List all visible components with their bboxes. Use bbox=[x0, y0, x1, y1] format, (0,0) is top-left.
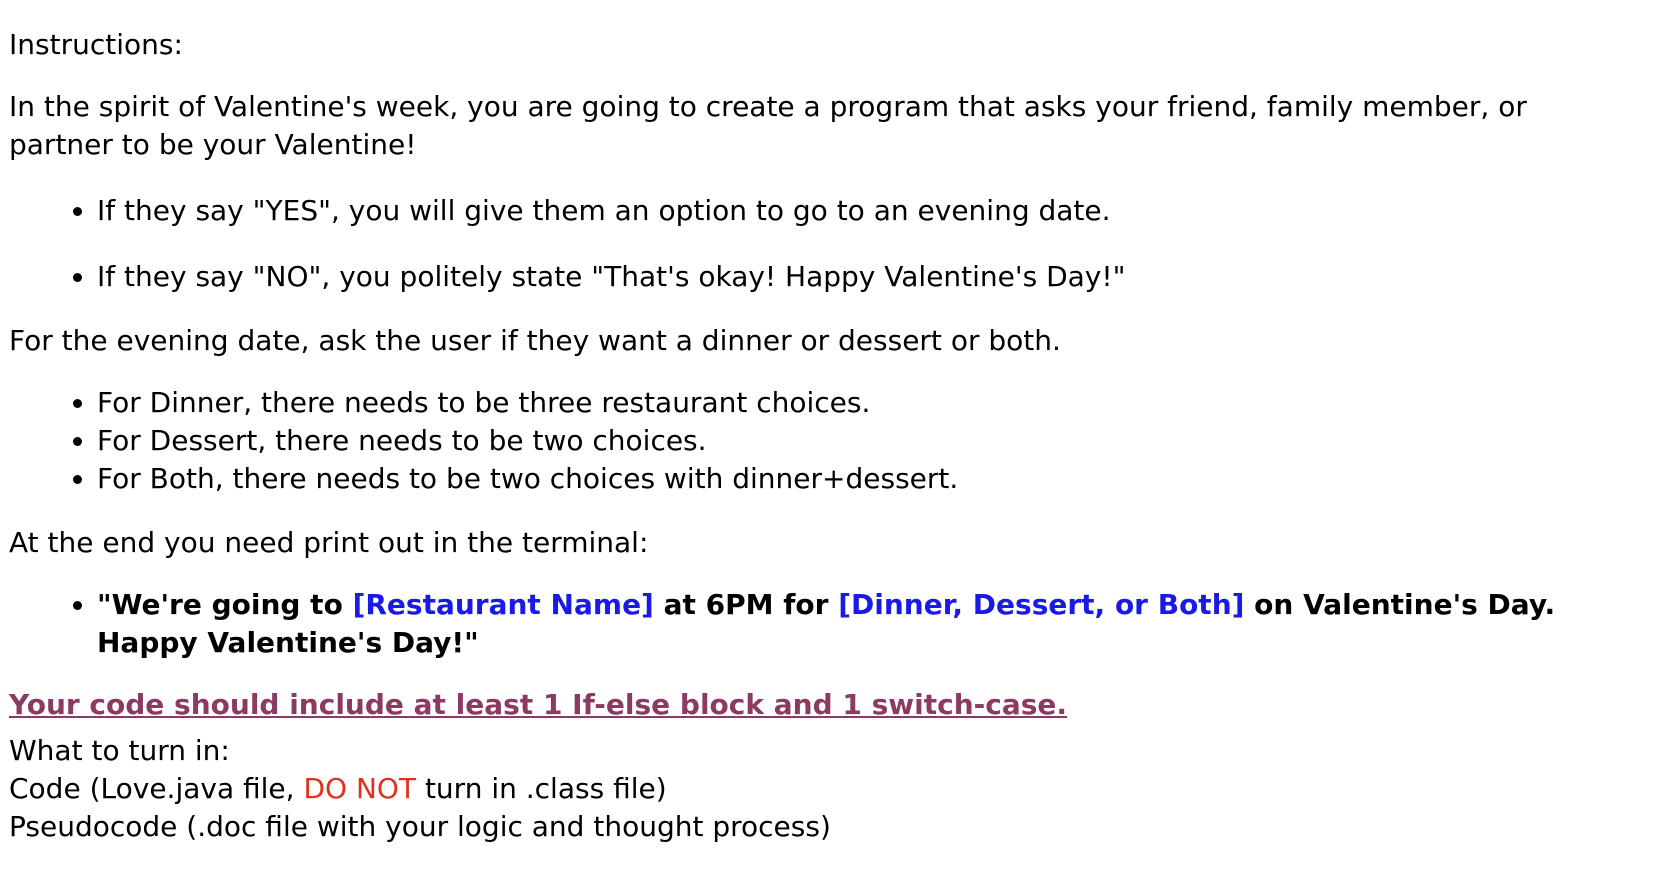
output-text-part3: on Valentine's Day. Happy Valentine's Day!" bbox=[97, 588, 1556, 659]
list-item-yes: • If they say "YES", you will give them an option to go to an evening date. bbox=[97, 192, 1617, 230]
response-list bbox=[9, 192, 1617, 296]
list-item-dessert: • For Dessert, there needs to be two choices. bbox=[97, 422, 1617, 460]
meal-options-list bbox=[9, 384, 1617, 498]
list-item-no: • If they say "NO", you politely state "That's okay! Happy Valentine's Day!" bbox=[97, 258, 1617, 296]
instructions-heading: Instructions: bbox=[9, 28, 183, 61]
do-not-warning: DO NOT bbox=[303, 772, 417, 805]
turn-in-heading: What to turn in: bbox=[9, 734, 230, 767]
evening-date-paragraph: For the evening date, ask the user if they want a dinner or dessert or both. bbox=[9, 324, 1061, 357]
meal-placeholder: [Dinner, Dessert, or Both] bbox=[838, 588, 1245, 621]
turn-in-code-prefix: Code (Love.java file, bbox=[9, 772, 304, 805]
output-text-part1: "We're going to bbox=[97, 588, 353, 621]
output-text-part2: at 6PM for bbox=[653, 588, 839, 621]
turn-in-pseudocode: Pseudocode (.doc file with your logic and thought process) bbox=[9, 810, 831, 843]
restaurant-placeholder: [Restaurant Name] bbox=[352, 588, 654, 621]
list-item-dinner: • For Dinner, there needs to be three restaurant choices. bbox=[97, 384, 1617, 422]
list-item-both: • For Both, there needs to be two choices with dinner+dessert. bbox=[97, 460, 1617, 498]
output-line bbox=[97, 586, 1617, 662]
terminal-intro-paragraph: At the end you need print out in the terminal: bbox=[9, 526, 649, 559]
turn-in-code-suffix: turn in .class file) bbox=[416, 772, 667, 805]
intro-paragraph: In the spirit of Valentine's week, you are going to create a program that asks your friend, family member, or partner to be your Valentine! bbox=[9, 90, 1527, 161]
requirement-note: Your code should include at least 1 If-else block and 1 switch-case. bbox=[9, 688, 1068, 721]
output-list bbox=[9, 586, 1617, 662]
turn-in-code bbox=[9, 770, 1609, 808]
